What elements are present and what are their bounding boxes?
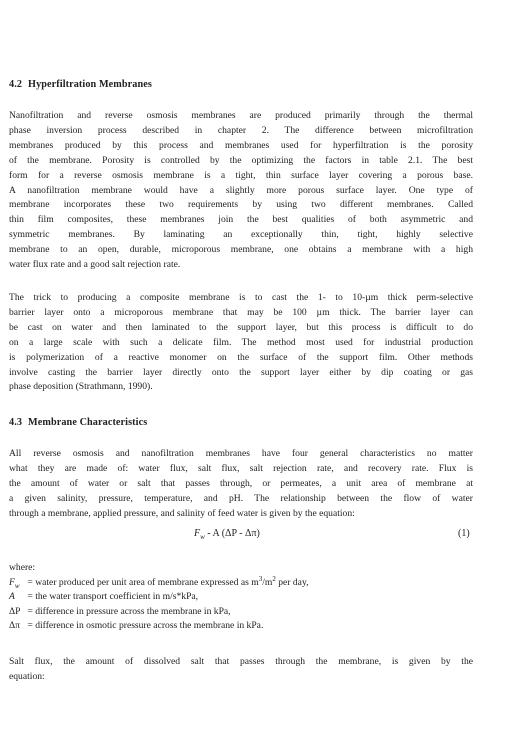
variable-definitions bbox=[9, 576, 309, 634]
text-line: is polymerization of a reactive monomer on the surface of the support film. Other methods bbox=[9, 351, 473, 363]
equation-number: (1) bbox=[458, 528, 470, 539]
paragraph-composite-membrane bbox=[9, 291, 473, 395]
definition-symbol: Δπ bbox=[9, 620, 21, 632]
section-heading-4-2 bbox=[9, 79, 152, 90]
definition-tail: per day, bbox=[275, 577, 309, 588]
definition-row bbox=[9, 576, 309, 590]
definition-text: = difference in osmotic pressure across the membrane in kPa. bbox=[25, 620, 264, 632]
section-title: Membrane Characteristics bbox=[28, 417, 148, 428]
text-line: All reverse osmosis and nanofiltration membranes have four general characteristics no matter bbox=[9, 448, 473, 459]
text-line: symmetric membranes. By laminating an exceptionally thin, tight, highly selective bbox=[9, 229, 473, 241]
section-heading-4-3 bbox=[9, 417, 147, 428]
equation-lhs: F bbox=[194, 528, 201, 539]
text-line: water flux rate and a good salt rejection rate. bbox=[9, 259, 181, 271]
text-line: membrane incorporates these two requirements by using two different membranes. Called bbox=[9, 199, 473, 211]
text-line: form for a reverse osmosis membrane is a tight, thin surface layer covering a porous base. bbox=[9, 169, 473, 181]
definition-row bbox=[9, 590, 309, 604]
text-line: involve casting the barrier layer directly onto the support layer either by dip coating or gas bbox=[9, 366, 473, 378]
text-line: be cast on water and then laminated to the support layer, but this process is difficult to do bbox=[9, 321, 473, 333]
where-label: where: bbox=[9, 562, 36, 573]
text-line: a given salinity, pressure, temperature, and pH. The relationship between the flow of water bbox=[9, 492, 473, 504]
text-line: The trick to producing a composite membrane is to cast the 1- to 10-µm thick perm-selective bbox=[9, 292, 473, 303]
section-number: 4.2 bbox=[9, 79, 23, 90]
text-line: membrane to an open, durable, microporous membrane, one obtains a membrane with a high bbox=[9, 244, 473, 256]
text-line: Salt flux, the amount of dissolved salt that passes through the membrane, is given by the bbox=[9, 656, 473, 667]
text-line: membranes produced by this process and membranes used for hyperfiltration is the porosity bbox=[9, 139, 473, 151]
text-line: thin film composites, these membranes join the best qualities of both asymmetric and bbox=[9, 214, 473, 226]
equation-rhs: - A (ΔP - Δπ) bbox=[204, 528, 260, 539]
paragraph-salt-flux bbox=[9, 655, 473, 685]
equation-lhs-subscript: w bbox=[200, 533, 205, 541]
definition-text: = difference in pressure across the membrane in kPa, bbox=[25, 605, 231, 617]
definition-text: = the water transport coefficient in m/s*kPa, bbox=[25, 591, 199, 603]
text-line: of the membrane. Porosity is controlled by the optimizing the factors in table 2.1. The best bbox=[9, 154, 473, 166]
text-line: through a membrane, applied pressure, and salinity of feed water is given by the equation: bbox=[9, 507, 355, 519]
definition-text: = water produced per unit area of membrane expressed as m bbox=[25, 577, 259, 588]
text-line: Nanofiltration and reverse osmosis membranes are produced primarily through the thermal bbox=[9, 110, 473, 121]
unit-superscript: 3 bbox=[258, 574, 263, 583]
text-line: phase inversion process described in chapter 2. The difference between microfiltration bbox=[9, 124, 473, 136]
definition-row bbox=[9, 605, 309, 619]
unit-text: /m bbox=[262, 577, 273, 588]
section-title: Hyperfiltration Membranes bbox=[28, 79, 152, 90]
text-line: A nanofiltration membrane would have a slightly more porous surface layer. One type of bbox=[9, 184, 473, 196]
definition-symbol: A bbox=[9, 591, 15, 603]
section-number: 4.3 bbox=[9, 417, 23, 428]
water-flux-equation bbox=[194, 528, 260, 539]
text-line: barrier layer onto a microporous membrane that may be 100 µm thick. The barrier layer can bbox=[9, 306, 473, 318]
text-line: the amount of water or salt that passes through, or permeates, a unit area of membrane at bbox=[9, 477, 473, 489]
definition-row bbox=[9, 619, 309, 633]
text-line: equation: bbox=[9, 670, 45, 682]
text-line: phase deposition (Strathmann, 1990). bbox=[9, 381, 153, 393]
paragraph-hyperfiltration bbox=[9, 109, 473, 273]
definition-symbol: ΔP bbox=[9, 605, 21, 617]
text-line: on a large scale with such a delicate film. The method most used for industrial production bbox=[9, 336, 473, 348]
unit-superscript: 2 bbox=[272, 574, 276, 583]
text-line: what they are made of: water flux, salt flux, salt rejection rate, and recovery rate. Flux is bbox=[9, 462, 473, 474]
definition-symbol: $F_w$ bbox=[9, 577, 20, 590]
paragraph-membrane-characteristics bbox=[9, 447, 473, 522]
